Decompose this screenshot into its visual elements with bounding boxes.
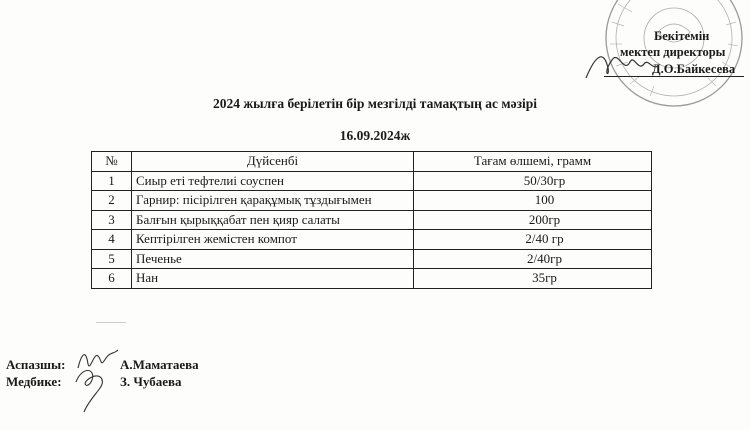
row-number: 2 xyxy=(92,191,132,211)
header-portion: Тағам өлшемі, грамм xyxy=(414,152,652,172)
dish-portion: 100 xyxy=(414,191,652,211)
dish-name: Сиыр еті тефтелиі соуспен xyxy=(132,171,414,191)
table-row xyxy=(92,269,652,289)
dish-portion: 2/40гр xyxy=(414,249,652,269)
dish-name: Гарнир: пісірілген қарақұмық тұздығымен xyxy=(132,191,414,211)
menu-table xyxy=(91,151,652,289)
document-title: 2024 жылға берілетін бір мезгілді тамақтың ас мәзірі xyxy=(212,96,538,111)
table-row xyxy=(92,171,652,191)
nurse-name: З. Чубаева xyxy=(120,374,182,389)
nurse-signature xyxy=(66,362,118,414)
dish-name: Нан xyxy=(132,269,414,289)
document-date: 16.09.2024ж xyxy=(339,128,411,143)
dish-portion: 35гр xyxy=(414,269,652,289)
table-header-row xyxy=(92,152,652,172)
row-number: 5 xyxy=(92,249,132,269)
dish-name: Балғын қырыққабат пен қияр салаты xyxy=(132,210,414,230)
table-row xyxy=(92,249,652,269)
dish-name: Кептірілген жемістен компот xyxy=(132,230,414,250)
approval-heading: Бекітемін xyxy=(654,29,710,43)
row-number: 1 xyxy=(92,171,132,191)
cook-name: А.Маматаева xyxy=(120,357,199,372)
dish-portion: 2/40 гр xyxy=(414,230,652,250)
header-day: Дүйсенбі xyxy=(132,152,414,172)
nurse-label: Медбике: xyxy=(6,374,62,389)
cook-label: Аспазшы: xyxy=(6,357,66,372)
approval-position: мектеп директоры xyxy=(620,45,726,59)
table-row xyxy=(92,191,652,211)
dish-portion: 200гр xyxy=(414,210,652,230)
scan-mark xyxy=(96,322,126,323)
table-row xyxy=(92,230,652,250)
row-number: 3 xyxy=(92,210,132,230)
row-number: 4 xyxy=(92,230,132,250)
row-number: 6 xyxy=(92,269,132,289)
table-row xyxy=(92,210,652,230)
dish-portion: 50/30гр xyxy=(414,171,652,191)
approval-director-name: Д.О.Байкесева xyxy=(652,62,736,76)
header-number: № xyxy=(92,152,132,172)
director-signature xyxy=(582,44,662,84)
dish-name: Печенье xyxy=(132,249,414,269)
